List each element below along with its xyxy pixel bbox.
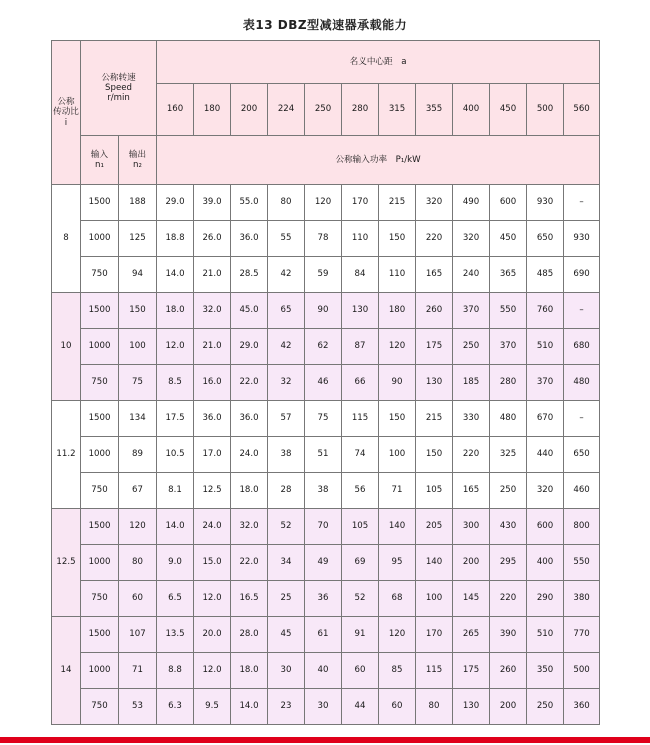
power-value-cell: 45.0	[231, 293, 268, 329]
ratio-group	[52, 401, 600, 509]
power-value-cell: 36.0	[231, 221, 268, 257]
output-speed-cell: 188	[119, 185, 157, 221]
power-value-cell: 52	[342, 581, 379, 617]
output-speed-cell: 120	[119, 509, 157, 545]
power-value-cell: 59	[305, 257, 342, 293]
input-speed-cell: 1500	[81, 401, 119, 437]
power-value-cell: 600	[490, 185, 527, 221]
center-distance-size: 200	[231, 84, 268, 136]
power-value-cell: 100	[416, 581, 453, 617]
table-row	[52, 293, 600, 329]
power-value-cell: 28.5	[231, 257, 268, 293]
power-value-cell: 90	[379, 365, 416, 401]
input-speed-cell: 750	[81, 581, 119, 617]
power-value-cell: 400	[527, 545, 564, 581]
table-row	[52, 653, 600, 689]
power-value-cell: 250	[527, 689, 564, 725]
output-speed-cell: 89	[119, 437, 157, 473]
power-value-cell: 800	[564, 509, 600, 545]
power-value-cell: 84	[342, 257, 379, 293]
power-value-cell: 370	[527, 365, 564, 401]
power-value-cell: 87	[342, 329, 379, 365]
power-value-cell: 32.0	[231, 509, 268, 545]
power-value-cell: 24.0	[231, 437, 268, 473]
power-value-cell: 55	[268, 221, 305, 257]
output-speed-cell: 100	[119, 329, 157, 365]
power-value-cell: 130	[342, 293, 379, 329]
ratio-group	[52, 617, 600, 725]
power-value-cell: 62	[305, 329, 342, 365]
power-value-cell: 260	[416, 293, 453, 329]
power-value-cell: 32	[268, 365, 305, 401]
power-value-cell: 140	[379, 509, 416, 545]
power-value-cell: 60	[342, 653, 379, 689]
power-value-cell: 74	[342, 437, 379, 473]
power-value-cell: 250	[490, 473, 527, 509]
power-value-cell: 175	[416, 329, 453, 365]
power-value-cell: 130	[453, 689, 490, 725]
power-value-cell: 25	[268, 581, 305, 617]
power-value-cell: 485	[527, 257, 564, 293]
power-value-cell: 78	[305, 221, 342, 257]
power-value-cell: 45	[268, 617, 305, 653]
power-value-cell: 71	[379, 473, 416, 509]
power-value-cell: 370	[490, 329, 527, 365]
power-value-cell: 22.0	[231, 545, 268, 581]
center-distance-header: 名义中心距 a	[157, 41, 600, 84]
table-row	[52, 617, 600, 653]
table-row	[52, 473, 600, 509]
power-value-cell: 360	[564, 689, 600, 725]
input-speed-cell: 1000	[81, 545, 119, 581]
capacity-table	[51, 40, 600, 725]
power-value-cell: 350	[527, 653, 564, 689]
power-value-cell: 40	[305, 653, 342, 689]
power-value-cell: 205	[416, 509, 453, 545]
power-value-cell: 18.0	[157, 293, 194, 329]
power-value-cell: 70	[305, 509, 342, 545]
power-value-cell: 44	[342, 689, 379, 725]
table-row	[52, 437, 600, 473]
power-value-cell: 6.5	[157, 581, 194, 617]
power-value-cell: 65	[268, 293, 305, 329]
power-value-cell: 300	[453, 509, 490, 545]
power-value-cell: 12.0	[194, 653, 231, 689]
center-distance-size: 560	[564, 84, 600, 136]
power-value-cell: 320	[453, 221, 490, 257]
ratio-cell: 8	[52, 185, 81, 293]
power-value-cell: 18.8	[157, 221, 194, 257]
input-speed-cell: 750	[81, 473, 119, 509]
center-distance-size: 250	[305, 84, 342, 136]
input-speed-cell: 1500	[81, 509, 119, 545]
table-row	[52, 581, 600, 617]
output-speed-cell: 150	[119, 293, 157, 329]
power-value-cell: 390	[490, 617, 527, 653]
output-speed-cell: 134	[119, 401, 157, 437]
power-value-cell: 34	[268, 545, 305, 581]
power-value-cell: 90	[305, 293, 342, 329]
power-value-cell: 8.1	[157, 473, 194, 509]
power-value-cell: 110	[342, 221, 379, 257]
power-value-cell: 930	[527, 185, 564, 221]
power-value-cell: 115	[416, 653, 453, 689]
power-value-cell: 69	[342, 545, 379, 581]
center-distance-size: 224	[268, 84, 305, 136]
power-value-cell: 75	[305, 401, 342, 437]
power-value-cell: 480	[564, 365, 600, 401]
power-value-cell: 325	[490, 437, 527, 473]
power-value-cell: 29.0	[157, 185, 194, 221]
power-value-cell: 29.0	[231, 329, 268, 365]
table-row	[52, 329, 600, 365]
output-speed-cell: 53	[119, 689, 157, 725]
table-row	[52, 221, 600, 257]
output-speed-cell: 94	[119, 257, 157, 293]
power-value-cell: 460	[564, 473, 600, 509]
power-value-cell: 32.0	[194, 293, 231, 329]
power-value-cell: 100	[379, 437, 416, 473]
power-value-cell: 14.0	[231, 689, 268, 725]
power-value-cell: 105	[342, 509, 379, 545]
power-value-cell: 330	[453, 401, 490, 437]
power-value-cell: 38	[268, 437, 305, 473]
power-value-cell: 56	[342, 473, 379, 509]
power-header: 公称输入功率 P₁/kW	[157, 136, 600, 185]
power-value-cell: 295	[490, 545, 527, 581]
power-value-cell: 200	[490, 689, 527, 725]
power-value-cell: 120	[305, 185, 342, 221]
power-value-cell: 28.0	[231, 617, 268, 653]
power-value-cell: 10.5	[157, 437, 194, 473]
power-value-cell: 46	[305, 365, 342, 401]
power-value-cell: 20.0	[194, 617, 231, 653]
power-value-cell: 9.0	[157, 545, 194, 581]
power-value-cell: 175	[453, 653, 490, 689]
power-value-cell: 680	[564, 329, 600, 365]
power-value-cell: 14.0	[157, 509, 194, 545]
power-value-cell: 320	[416, 185, 453, 221]
power-value-cell: 17.5	[157, 401, 194, 437]
power-value-cell: 115	[342, 401, 379, 437]
output-speed-cell: 125	[119, 221, 157, 257]
power-value-cell: 57	[268, 401, 305, 437]
power-value-cell: 220	[453, 437, 490, 473]
power-value-cell: 21.0	[194, 329, 231, 365]
table-row	[52, 185, 600, 221]
ratio-group	[52, 185, 600, 293]
power-value-cell: 290	[527, 581, 564, 617]
output-speed-header: 输出 n₂	[119, 136, 157, 185]
center-distance-size: 315	[379, 84, 416, 136]
power-value-cell: 550	[564, 545, 600, 581]
input-speed-header: 输入 n₁	[81, 136, 119, 185]
ratio-cell: 11.2	[52, 401, 81, 509]
input-speed-cell: 1500	[81, 185, 119, 221]
input-speed-cell: 1500	[81, 617, 119, 653]
power-value-cell: 165	[453, 473, 490, 509]
power-value-cell: 170	[416, 617, 453, 653]
power-value-cell: 36.0	[231, 401, 268, 437]
power-value-cell: 60	[379, 689, 416, 725]
power-value-cell: 23	[268, 689, 305, 725]
power-value-cell: 18.0	[231, 473, 268, 509]
input-speed-cell: 750	[81, 365, 119, 401]
power-value-cell: 430	[490, 509, 527, 545]
table-row	[52, 689, 600, 725]
power-value-cell: 68	[379, 581, 416, 617]
power-value-cell: 215	[379, 185, 416, 221]
power-value-cell: 930	[564, 221, 600, 257]
ratio-group	[52, 509, 600, 617]
power-value-cell: 250	[453, 329, 490, 365]
table-header	[52, 41, 600, 185]
input-speed-cell: 1000	[81, 221, 119, 257]
input-speed-cell: 1000	[81, 437, 119, 473]
power-value-cell: 690	[564, 257, 600, 293]
power-value-cell: 95	[379, 545, 416, 581]
power-value-cell: 450	[490, 221, 527, 257]
power-value-cell: 18.0	[231, 653, 268, 689]
power-value-cell: 265	[453, 617, 490, 653]
power-value-cell: 670	[527, 401, 564, 437]
power-value-cell: 8.5	[157, 365, 194, 401]
power-value-cell: 170	[342, 185, 379, 221]
output-speed-cell: 67	[119, 473, 157, 509]
input-speed-cell: 1000	[81, 653, 119, 689]
power-value-cell: 150	[379, 221, 416, 257]
power-value-cell: 80	[268, 185, 305, 221]
bottom-red-bar	[0, 737, 650, 743]
power-value-cell: –	[564, 185, 600, 221]
power-value-cell: 510	[527, 617, 564, 653]
output-speed-cell: 107	[119, 617, 157, 653]
center-distance-size: 400	[453, 84, 490, 136]
power-value-cell: 42	[268, 257, 305, 293]
table-row	[52, 401, 600, 437]
table-row	[52, 509, 600, 545]
power-value-cell: –	[564, 401, 600, 437]
power-value-cell: 215	[416, 401, 453, 437]
power-value-cell: 650	[527, 221, 564, 257]
center-distance-size: 180	[194, 84, 231, 136]
power-value-cell: 280	[490, 365, 527, 401]
table-row	[52, 257, 600, 293]
power-value-cell: 145	[453, 581, 490, 617]
table-row	[52, 545, 600, 581]
power-value-cell: 320	[527, 473, 564, 509]
power-value-cell: 13.5	[157, 617, 194, 653]
power-value-cell: 30	[268, 653, 305, 689]
power-value-cell: 130	[416, 365, 453, 401]
power-value-cell: 500	[564, 653, 600, 689]
power-value-cell: 165	[416, 257, 453, 293]
input-speed-cell: 750	[81, 257, 119, 293]
power-value-cell: 39.0	[194, 185, 231, 221]
power-value-cell: 200	[453, 545, 490, 581]
power-value-cell: 185	[453, 365, 490, 401]
power-value-cell: 36	[305, 581, 342, 617]
center-distance-size: 160	[157, 84, 194, 136]
power-value-cell: 550	[490, 293, 527, 329]
power-value-cell: 760	[527, 293, 564, 329]
power-value-cell: 36.0	[194, 401, 231, 437]
power-value-cell: 16.0	[194, 365, 231, 401]
power-value-cell: 650	[564, 437, 600, 473]
power-value-cell: 510	[527, 329, 564, 365]
power-value-cell: 66	[342, 365, 379, 401]
power-value-cell: 12.5	[194, 473, 231, 509]
power-value-cell: 30	[305, 689, 342, 725]
ratio-cell: 10	[52, 293, 81, 401]
power-value-cell: 61	[305, 617, 342, 653]
speed-header: 公称转速 Speed r/min	[81, 41, 157, 136]
power-value-cell: 370	[453, 293, 490, 329]
power-value-cell: 51	[305, 437, 342, 473]
power-value-cell: 91	[342, 617, 379, 653]
power-value-cell: 490	[453, 185, 490, 221]
power-value-cell: 150	[379, 401, 416, 437]
power-value-cell: 140	[416, 545, 453, 581]
power-value-cell: 52	[268, 509, 305, 545]
input-speed-cell: 750	[81, 689, 119, 725]
power-value-cell: 440	[527, 437, 564, 473]
power-value-cell: –	[564, 293, 600, 329]
ratio-cell: 12.5	[52, 509, 81, 617]
power-value-cell: 28	[268, 473, 305, 509]
power-value-cell: 14.0	[157, 257, 194, 293]
power-value-cell: 49	[305, 545, 342, 581]
power-value-cell: 12.0	[194, 581, 231, 617]
power-value-cell: 240	[453, 257, 490, 293]
table-title: 表13 DBZ型减速器承载能力	[242, 18, 408, 32]
output-speed-cell: 75	[119, 365, 157, 401]
power-value-cell: 38	[305, 473, 342, 509]
power-value-cell: 21.0	[194, 257, 231, 293]
power-value-cell: 55.0	[231, 185, 268, 221]
output-speed-cell: 71	[119, 653, 157, 689]
ratio-header: 公称 传动比 i	[52, 41, 81, 185]
power-value-cell: 80	[416, 689, 453, 725]
center-distance-size: 500	[527, 84, 564, 136]
power-value-cell: 365	[490, 257, 527, 293]
power-value-cell: 220	[416, 221, 453, 257]
power-value-cell: 110	[379, 257, 416, 293]
power-value-cell: 120	[379, 617, 416, 653]
power-value-cell: 770	[564, 617, 600, 653]
power-value-cell: 42	[268, 329, 305, 365]
power-value-cell: 17.0	[194, 437, 231, 473]
power-value-cell: 85	[379, 653, 416, 689]
power-value-cell: 260	[490, 653, 527, 689]
center-distance-size: 450	[490, 84, 527, 136]
ratio-group	[52, 293, 600, 401]
power-value-cell: 380	[564, 581, 600, 617]
power-value-cell: 16.5	[231, 581, 268, 617]
power-value-cell: 8.8	[157, 653, 194, 689]
output-speed-cell: 80	[119, 545, 157, 581]
power-value-cell: 220	[490, 581, 527, 617]
table-row	[52, 365, 600, 401]
power-value-cell: 480	[490, 401, 527, 437]
power-value-cell: 9.5	[194, 689, 231, 725]
power-value-cell: 24.0	[194, 509, 231, 545]
center-distance-size: 355	[416, 84, 453, 136]
input-speed-cell: 1000	[81, 329, 119, 365]
power-value-cell: 105	[416, 473, 453, 509]
power-value-cell: 6.3	[157, 689, 194, 725]
input-speed-cell: 1500	[81, 293, 119, 329]
power-value-cell: 15.0	[194, 545, 231, 581]
power-value-cell: 180	[379, 293, 416, 329]
output-speed-cell: 60	[119, 581, 157, 617]
center-distance-size: 280	[342, 84, 379, 136]
power-value-cell: 150	[416, 437, 453, 473]
power-value-cell: 600	[527, 509, 564, 545]
power-value-cell: 120	[379, 329, 416, 365]
ratio-cell: 14	[52, 617, 81, 725]
power-value-cell: 12.0	[157, 329, 194, 365]
power-value-cell: 22.0	[231, 365, 268, 401]
power-value-cell: 26.0	[194, 221, 231, 257]
